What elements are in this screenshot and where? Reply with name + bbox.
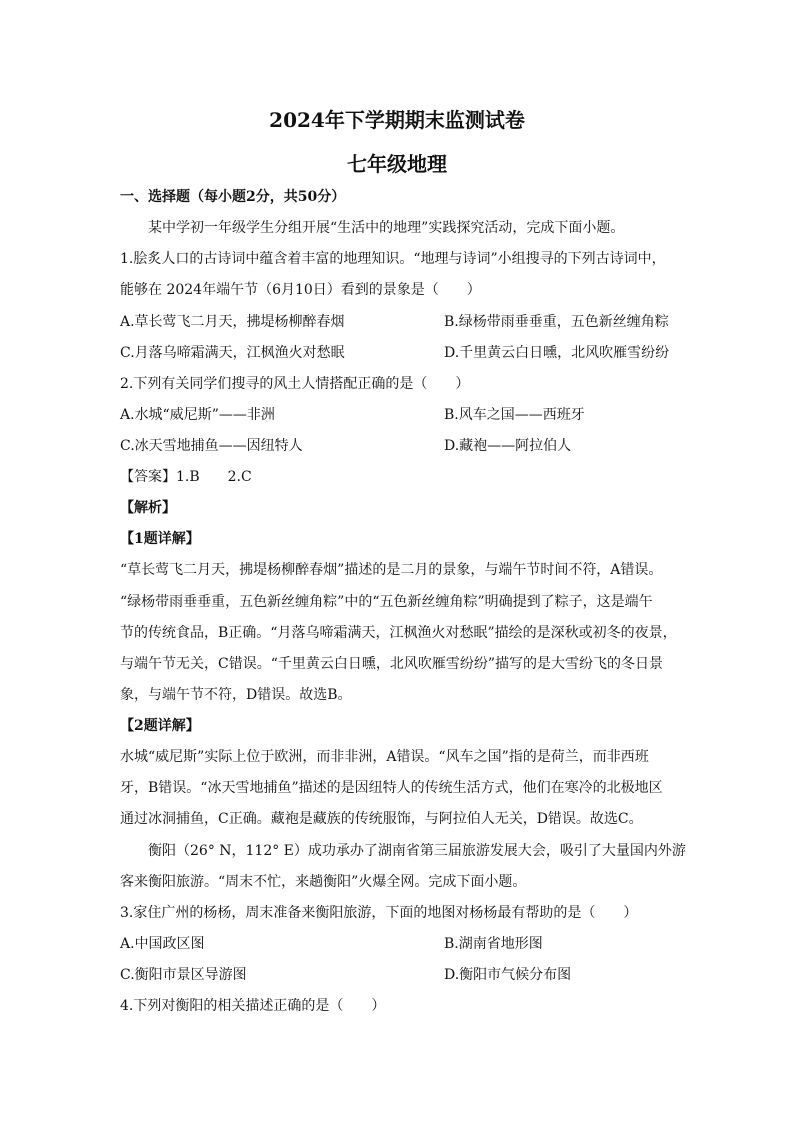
q2-detail-line1: 水城“威尼斯”实际上位于欧洲，而非非洲，A错误。“风车之国”指的是荷兰，而非西班 bbox=[120, 749, 649, 765]
intro-paragraph-1: 某中学初一年级学生分组开展“生活中的地理”实践探究活动，完成下面小题。 bbox=[148, 220, 625, 236]
q4-stem: 4.下列对衡阳的相关描述正确的是（ ） bbox=[120, 998, 386, 1014]
q2-detail-line3: 通过冰洞捕鱼，C正确。藏袍是藏族的传统服饰，与阿拉伯人无关，D错误。故选C。 bbox=[120, 811, 643, 827]
answer-line: 【答案】1.B 2.C bbox=[120, 469, 252, 485]
q1-detail-line5: 象，与端午节不符，D错误。故选B。 bbox=[120, 687, 352, 703]
q2-option-d: D.藏袍——阿拉伯人 bbox=[444, 438, 572, 454]
q1-detail-line1: “草长莺飞二月天，拂堤杨柳醉春烟”描述的是二月的景象，与端午节时间不符，A错误。 bbox=[120, 562, 663, 578]
intro-paragraph-2-line2: 客来衡阳旅游。“周末不忙，来趟衡阳”火爆全网。完成下面小题。 bbox=[120, 874, 527, 890]
q1-detail-line2: “绿杨带雨垂垂重，五色新丝缠角粽”中的“五色新丝缠角粽”明确提到了粽子，这是端午 bbox=[120, 594, 653, 610]
exam-subtitle: 七年级地理 bbox=[347, 152, 447, 176]
q1-detail-line4: 与端午节无关，C错误。“千里黄云白日曛，北风吹雁雪纷纷”描写的是大雪纷飞的冬日景 bbox=[120, 656, 664, 672]
q3-option-b: B.湖南省地形图 bbox=[444, 936, 543, 952]
q3-option-c: C.衡阳市景区导游图 bbox=[120, 967, 247, 983]
q2-stem: 2.下列有关同学们搜寻的风土人情搭配正确的是（ ） bbox=[120, 376, 470, 392]
q1-option-c: C.月落乌啼霜满天，江枫渔火对愁眠 bbox=[120, 345, 345, 361]
intro-paragraph-2-line1: 衡阳（26° N，112° E）成功承办了湖南省第三届旅游发展大会，吸引了大量国内外游 bbox=[148, 843, 686, 859]
q2-option-b: B.风车之国——西班牙 bbox=[444, 407, 585, 423]
q1-option-d: D.千里黄云白日曛，北风吹雁雪纷纷 bbox=[444, 345, 670, 361]
section-heading: 一、选择题（每小题2分，共50分） bbox=[120, 189, 346, 205]
q2-option-c: C.冰天雪地捕鱼——因纽特人 bbox=[120, 438, 303, 454]
q1-detail-heading: 【1题详解】 bbox=[120, 531, 200, 547]
q1-detail-line3: 节的传统食品，B正确。“月落乌啼霜满天，江枫渔火对愁眠”描绘的是深秋或初冬的夜景， bbox=[120, 625, 677, 641]
q1-stem-line2: 能够在 2024年端午节（6月10日）看到的景象是（ ） bbox=[120, 282, 481, 298]
q3-option-d: D.衡阳市气候分布图 bbox=[444, 967, 572, 983]
analysis-heading: 【解析】 bbox=[120, 500, 176, 516]
q3-option-a: A.中国政区图 bbox=[120, 936, 205, 952]
q2-detail-line2: 牙，B错误。“冰天雪地捕鱼”描述的是因纽特人的传统生活方式，他们在寒冷的北极地区 bbox=[120, 780, 663, 796]
exam-title: 2024年下学期期末监测试卷 bbox=[269, 108, 525, 132]
q3-stem: 3.家住广州的杨杨，周末准备来衡阳旅游，下面的地图对杨杨最有帮助的是（ ） bbox=[120, 905, 638, 921]
q1-option-b: B.绿杨带雨垂垂重，五色新丝缠角粽 bbox=[444, 314, 669, 330]
q1-stem-line1: 1.脍炙人口的古诗词中蕴含着丰富的地理知识。“地理与诗词”小组搜寻的下列古诗词中， bbox=[120, 251, 666, 267]
q2-detail-heading: 【2题详解】 bbox=[120, 718, 200, 734]
q1-option-a: A.草长莺飞二月天，拂堤杨柳醉春烟 bbox=[120, 314, 345, 330]
q2-option-a: A.水城“威尼斯”——非洲 bbox=[120, 407, 275, 423]
